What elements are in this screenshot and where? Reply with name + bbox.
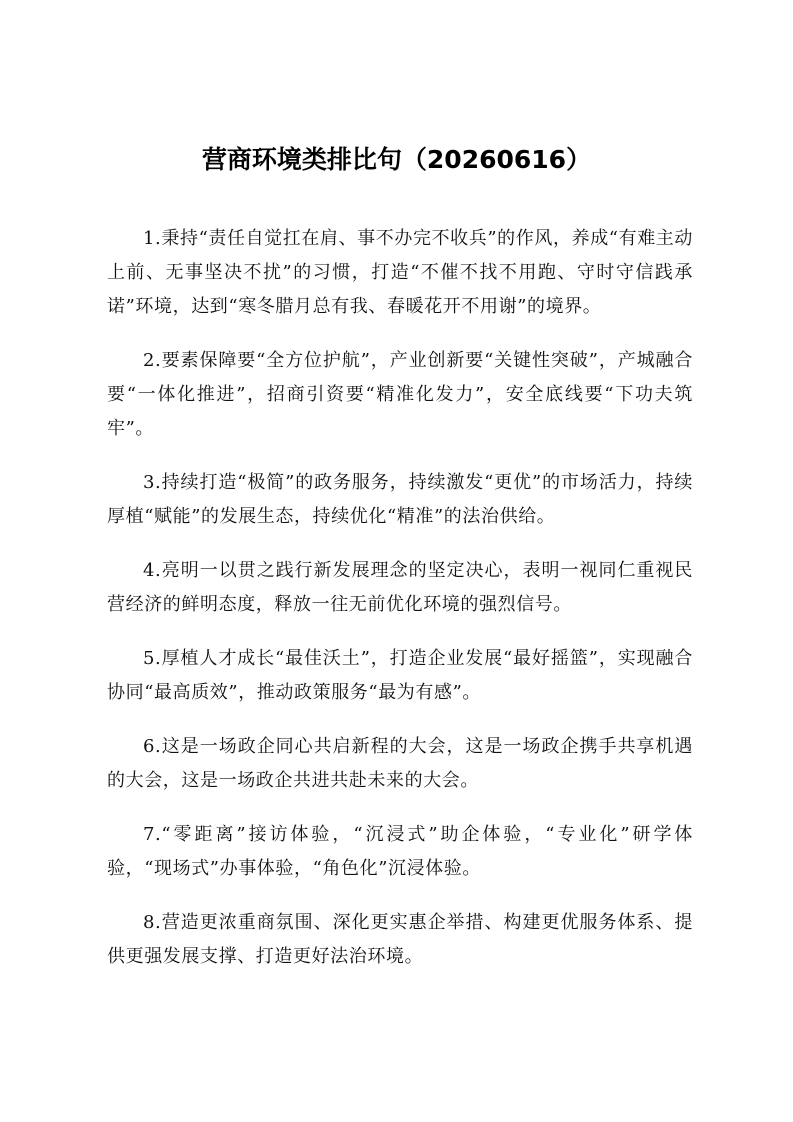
paragraph-6: 6.这是一场政企同心共启新程的大会，这是一场政企携手共享机遇的大会，这是一场政企共进共赴未来的大会。 [107, 736, 693, 791]
document-body [107, 222, 693, 994]
paragraph-3: 3.持续打造“极简”的政务服务，持续激发“更优”的市场活力，持续厚植“赋能”的发展生态，持续优化“精准”的法治供给。 [107, 472, 693, 527]
document-title: 营商环境类排比句（20260616） [201, 145, 592, 174]
paragraph-7: 7.“零距离”接访体验，“沉浸式”助企体验，“专业化”研学体验，“现场式”办事体验，“角色化”沉浸体验。 [107, 824, 693, 879]
paragraph-4: 4.亮明一以贯之践行新发展理念的坚定决心，表明一视同仁重视民营经济的鲜明态度，释放一往无前优化环境的强烈信号。 [107, 560, 693, 615]
paragraph-8: 8.营造更浓重商氛围、深化更实惠企举措、构建更优服务体系、提供更强发展支撑、打造更好法治环境。 [107, 912, 693, 967]
paragraph-1: 1.秉持“责任自觉扛在肩、事不办完不收兵”的作风，养成“有难主动上前、无事坚决不扰”的习惯，打造“不催不找不用跑、守时守信践承诺”环境，达到“寒冬腊月总有我、春暖花开不用谢”的境界。 [107, 228, 693, 317]
paragraph-2: 2.要素保障要“全方位护航”，产业创新要“关键性突破”，产城融合要“一体化推进”，招商引资要“精准化发力”，安全底线要“下功夫筑牢”。 [107, 350, 693, 439]
paragraph-5: 5.厚植人才成长“最佳沃土”，打造企业发展“最好摇篮”，实现融合协同“最高质效”，推动政策服务“最为有感”。 [107, 648, 693, 703]
